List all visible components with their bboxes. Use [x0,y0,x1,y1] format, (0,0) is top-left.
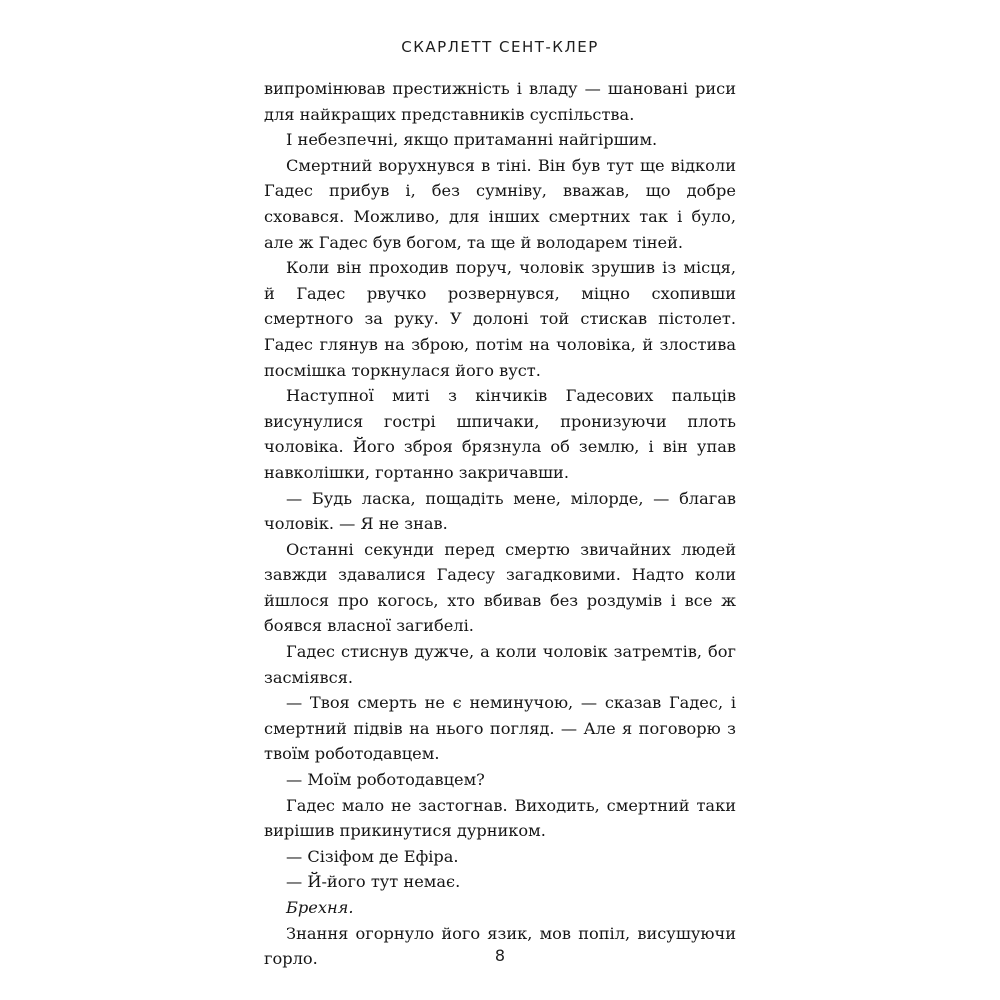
paragraph: Знання огорнуло його язик, мов попіл, висушуючи горло. [264,923,736,969]
body-text [264,76,736,972]
paragraph: Гадес мало не застогнав. Виходить, смертний таки вирішив прикинутися дурником. [264,795,736,841]
paragraph: Смертний ворухнувся в тіні. Він був тут ще відколи Гадес прибув і, без сумніву, вважав, що добре сховався. Можливо, для інших смертних так і було, але ж Гадес був богом, та ще й володарем тіней. [264,155,736,252]
page-number: 8 [494,946,506,965]
paragraph: Наступної миті з кінчиків Гадесових пальців висунулися гострі шпичаки, пронизуючи плоть чоловіка. Його зброя брязнула об землю, і він упав навколішки, гортанно закричавши. [264,386,736,482]
paragraph: випромінював престижність і владу — шановані риси для найкращих представників суспільства. [264,79,736,124]
dialogue-line: — Моїм роботодавцем? [286,770,485,790]
paragraph: І небезпечні, якщо притаманні найгіршим. [286,130,658,150]
paragraph: Коли він проходив поруч, чоловік зрушив із місця, й Гадес рвучко розвернувся, міцно схопивши смертного за руку. У долоні той стискав пістолет. Гадес глянув на зброю, потім на чоловіка, й злостива посмішка торкнулася його вуст. [264,258,736,380]
paragraph: Гадес стиснув дужче, а коли чоловік затремтів, бог засміявся. [264,642,736,687]
dialogue-line: — Й-його тут немає. [286,872,461,892]
dialogue-line: — Сізіфом де Ефіра. [286,846,459,866]
running-head: СКАРЛЕТТ СЕНТ-КЛЕР [401,38,599,56]
dialogue-line: — Будь ласка, пощадіть мене, мілорде, — благав чоловік. — Я не знав. [264,488,736,534]
paragraph: Останні секунди перед смертю звичайних людей завжди здавалися Гадесу загадковими. Надто коли йшлося про когось, хто вбивав без роздумів і все ж боявся власної загибелі. [264,539,736,636]
italic-thought: Брехня. [286,898,354,917]
dialogue-line: — Твоя смерть не є неминучою, — сказав Гадес, і смертний підвів на нього погляд. — Але я поговорю з твоїм роботодавцем. [264,693,736,764]
